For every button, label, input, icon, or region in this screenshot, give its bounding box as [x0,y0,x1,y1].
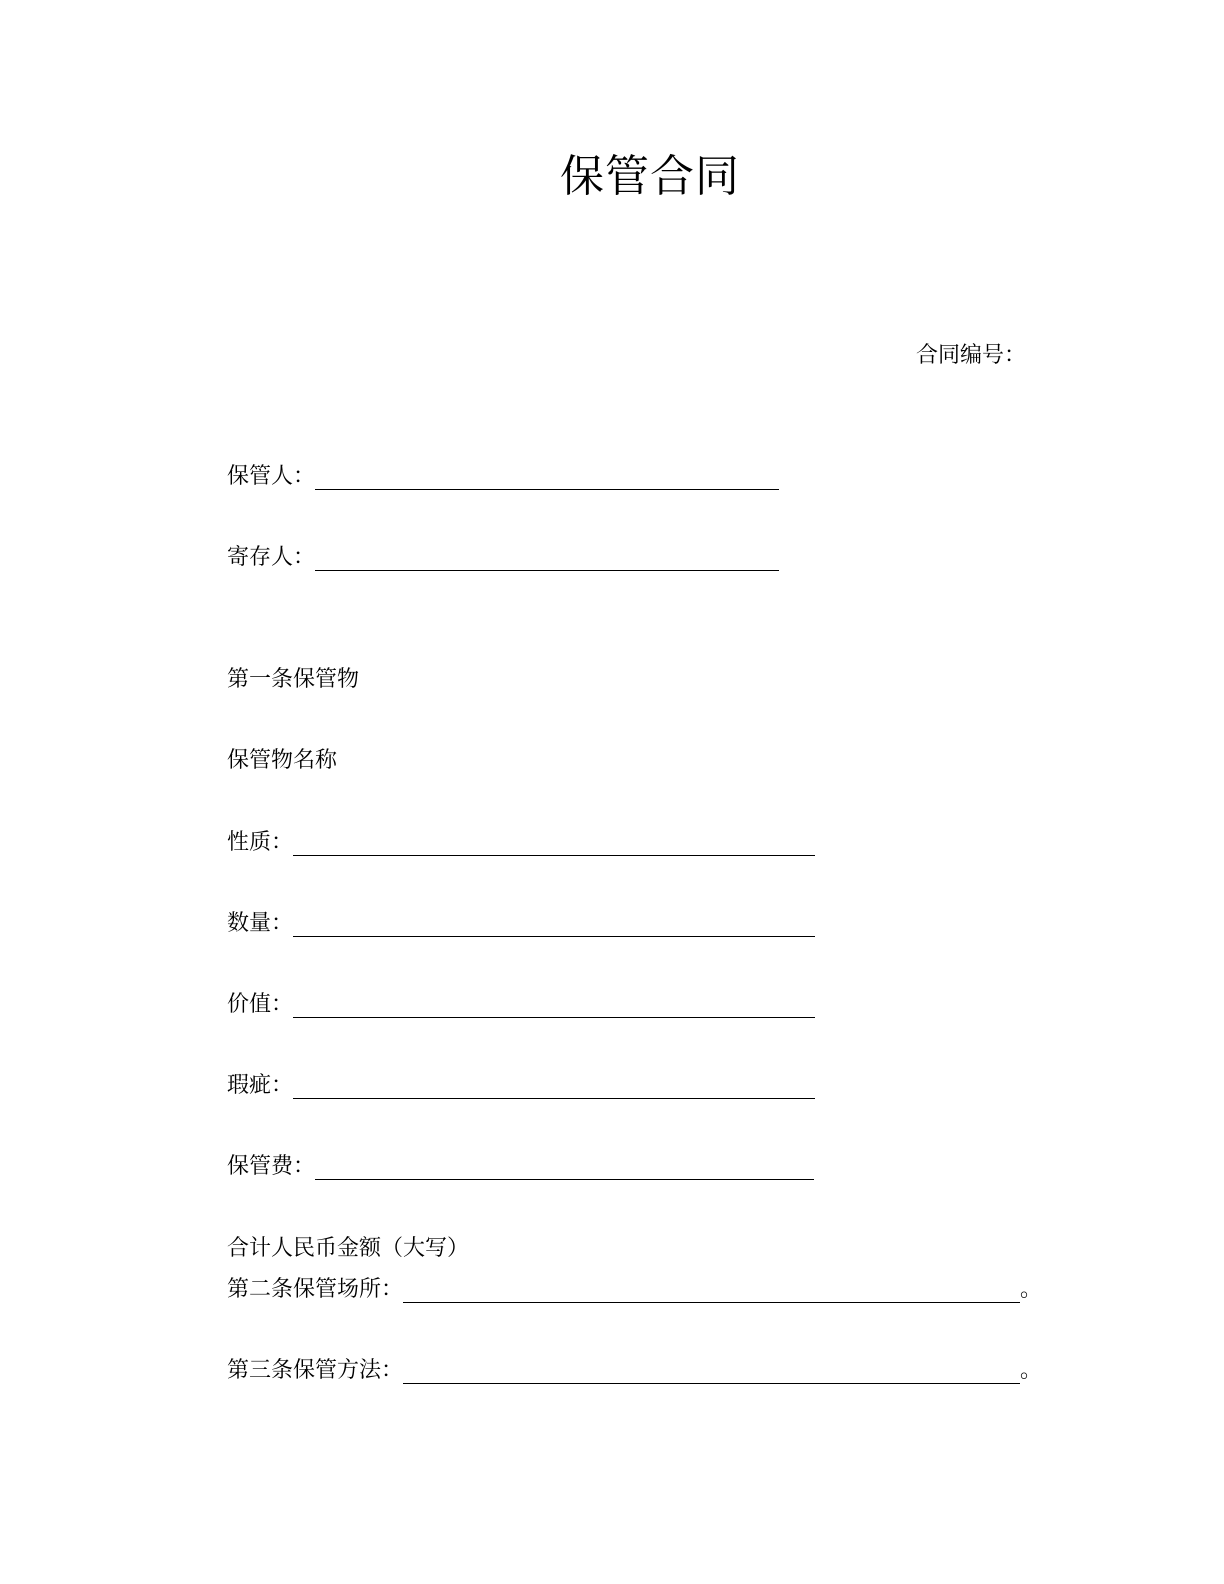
quantity-row [227,909,815,939]
value-blank[interactable] [293,995,815,1018]
article2-label: 第二条保管场所： [227,1277,404,1302]
value-row [227,990,815,1020]
document-title: 保管合同 [560,151,740,202]
custodian-label: 保管人： [227,464,316,489]
item-name-label: 保管物名称 [227,748,338,773]
custodian-blank[interactable] [315,467,779,490]
article3-label: 第三条保管方法： [227,1358,404,1383]
fee-blank[interactable] [315,1157,814,1180]
storage-method-blank[interactable] [403,1361,1020,1384]
article2-end-mark: 。 [1020,1277,1043,1302]
defects-blank[interactable] [293,1076,815,1099]
depositor-row [227,543,779,573]
custodian-row [227,462,779,492]
depositor-label: 寄存人： [227,545,316,570]
article2-row [227,1275,1042,1305]
value-label: 价值： [227,992,294,1017]
depositor-blank[interactable] [315,548,779,571]
nature-blank[interactable] [293,833,815,856]
fee-label: 保管费： [227,1154,316,1179]
quantity-blank[interactable] [293,914,815,937]
article3-end-mark: 。 [1020,1358,1043,1383]
fee-row [227,1152,814,1182]
nature-row [227,828,815,858]
article1-heading: 第一条保管物 [227,667,360,692]
quantity-label: 数量： [227,911,294,936]
storage-location-blank[interactable] [403,1280,1020,1303]
defects-row [227,1071,815,1101]
defects-label: 瑕疵： [227,1073,294,1098]
article3-row [227,1356,1042,1386]
total-amount-label: 合计人民币金额（大写） [227,1236,470,1261]
nature-label: 性质： [227,830,294,855]
contract-number-label: 合同编号： [916,343,1027,368]
